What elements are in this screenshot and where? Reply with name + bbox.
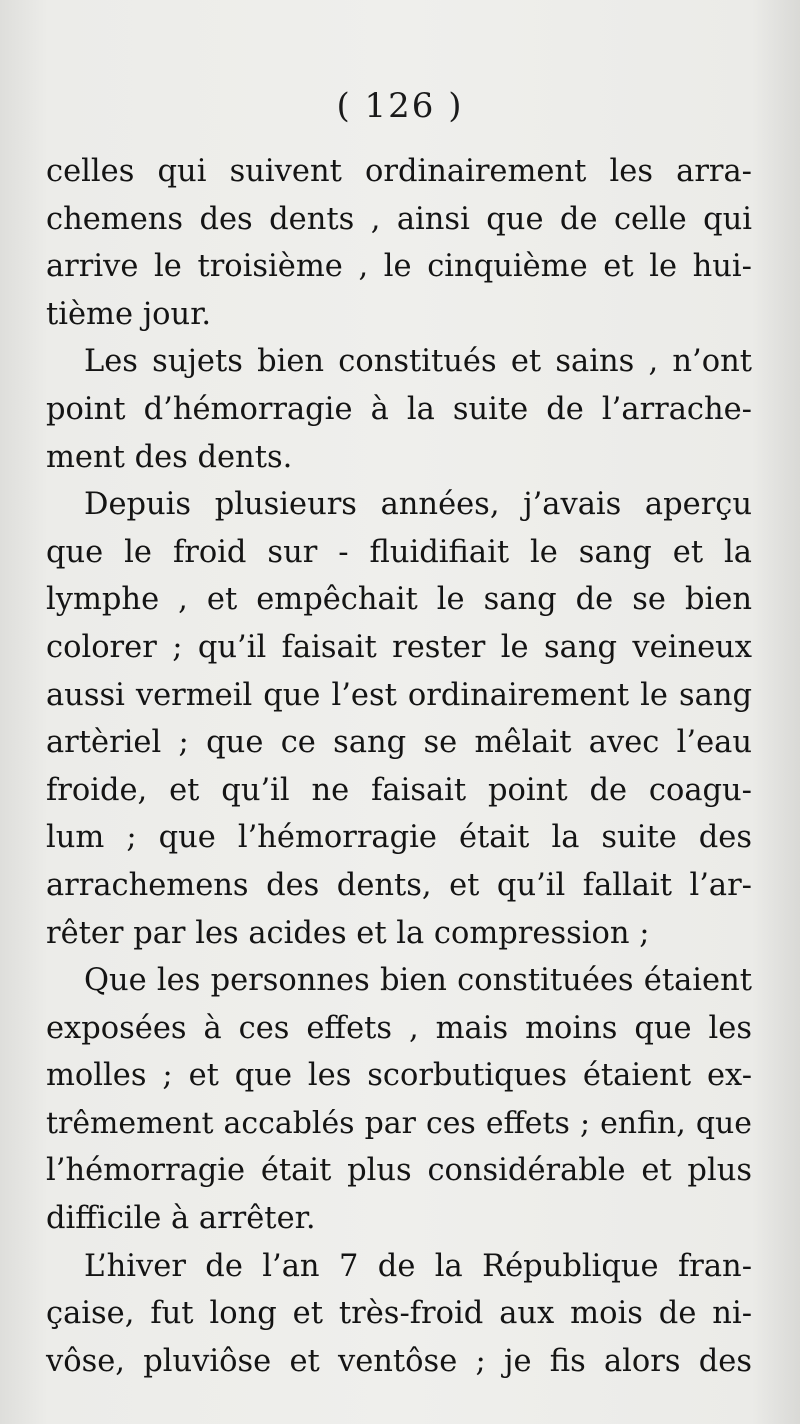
- text-line: tième jour.: [46, 296, 212, 332]
- text-line: artèriel ; que ce sang se mêlait avec l’eau: [46, 725, 752, 761]
- text-line: lum ; que l’hémorragie était la suite des: [46, 820, 752, 856]
- text-line: L’hiver de l’an 7 de la République fran-: [84, 1248, 752, 1284]
- text-line: l’hémorragie était plus considérable et plus: [46, 1153, 752, 1189]
- text-line: rêter par les acides et la compression ;: [46, 915, 650, 951]
- page-number: ( 126 ): [336, 86, 464, 126]
- text-line: trêmement accablés par ces effets ; enfin, que: [46, 1105, 752, 1141]
- text-line: que le froid sur - fluidifiait le sang et la: [46, 534, 752, 570]
- text-line: ment des dents.: [46, 439, 293, 475]
- text-line: difficile à arrêter.: [46, 1201, 316, 1237]
- text-line: lymphe , et empêchait le sang de se bien: [46, 582, 752, 618]
- text-line: celles qui suivent ordinairement les arra-: [46, 154, 752, 189]
- text-line: Depuis plusieurs années, j’avais aperçu: [84, 487, 752, 523]
- text-line: froide, et qu’il ne faisait point de coagu-: [46, 772, 752, 808]
- text-line: exposées à ces effets , mais moins que les: [46, 1010, 752, 1046]
- text-line: çaise, fut long et très-froid aux mois de ni-: [46, 1296, 752, 1332]
- text-line: colorer ; qu’il faisait rester le sang veineux: [46, 629, 752, 665]
- text-line: molles ; et que les scorbutiques étaient ex-: [46, 1058, 752, 1094]
- text-line: vôse, pluviôse et ventôse ; je fis alors des: [46, 1343, 752, 1379]
- text-line: chemens des dents , ainsi que de celle qui: [46, 201, 752, 237]
- text-line: aussi vermeil que l’est ordinairement le sang: [46, 677, 752, 713]
- text-line: Les sujets bien constitués et sains , n’ont: [84, 344, 752, 380]
- text-line: arrive le troisième , le cinquième et le hui-: [46, 249, 752, 285]
- text-line: arrachemens des dents, et qu’il fallait l’ar-: [46, 867, 752, 903]
- body-text: [46, 148, 752, 1385]
- text-line: Que les personnes bien constituées étaient: [84, 963, 752, 999]
- text-line: point d’hémorragie à la suite de l’arrache-: [46, 391, 752, 427]
